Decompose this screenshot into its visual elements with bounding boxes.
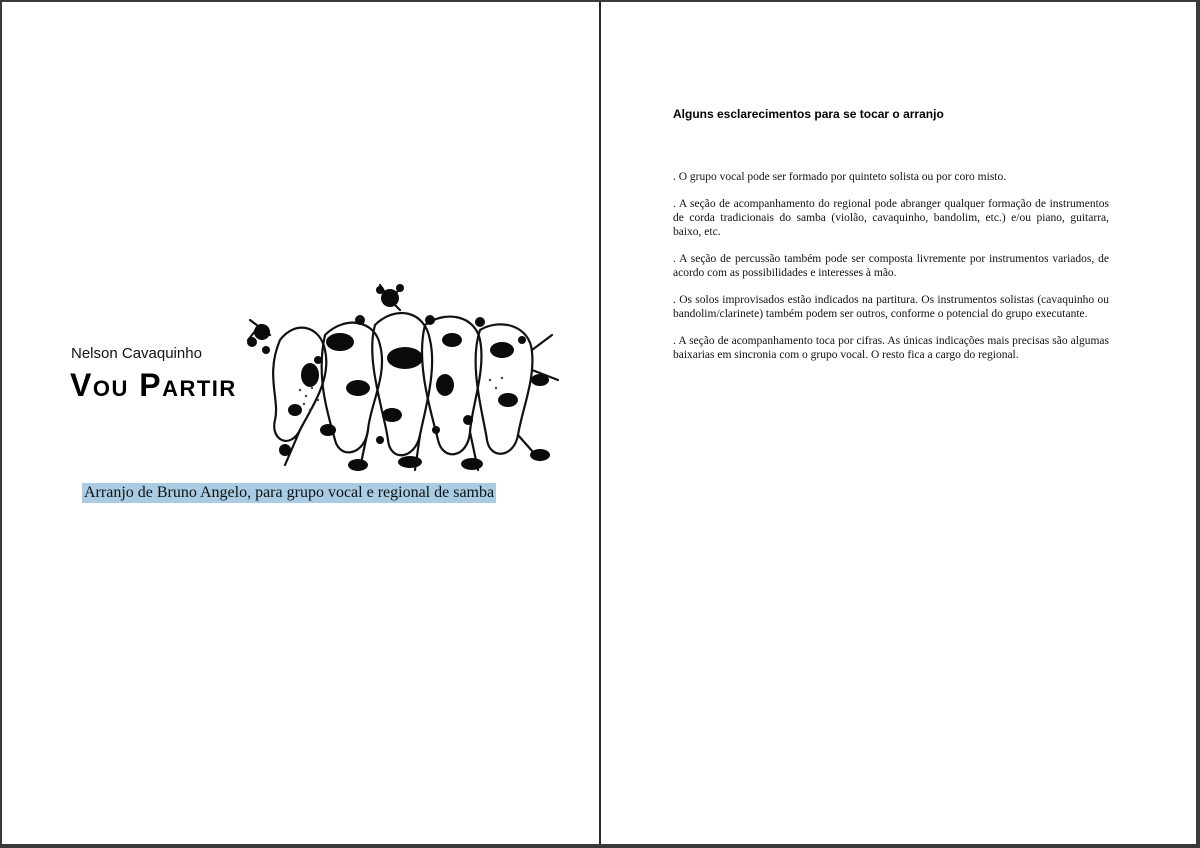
author-name: Nelson Cavaquinho <box>71 345 202 362</box>
notes-page <box>601 2 1196 844</box>
note-paragraph: . A seção de acompanhamento toca por cifras. As únicas indicações mais precisas são algumas baixarias em sincronia com o grupo vocal. O resto fica a cargo do regional. <box>673 335 1109 361</box>
note-paragraph: . A seção de percussão também pode ser composta livremente por instrumentos variados, de acordo com as possibilidades e interesses à mão. <box>673 253 1109 279</box>
cover-page <box>2 2 599 844</box>
notes-heading: Alguns esclarecimentos para se tocar o arranjo <box>673 107 944 121</box>
arrangement-credit: Arranjo de Bruno Angelo, para grupo vocal e regional de samba <box>84 484 495 501</box>
note-paragraph: . O grupo vocal pode ser formado por quinteto solista ou por coro misto. <box>673 171 1007 183</box>
note-paragraph: . Os solos improvisados estão indicados na partitura. Os instrumentos solistas (cavaquinho ou bandolim/clarinete) também podem ser outros, conforme o potencial do grupo executante. <box>673 294 1109 320</box>
note-paragraph: . A seção de acompanhamento do regional pode abranger qualquer formação de instrumentos de corda tradicionais do samba (violão, cavaquinho, bandolim, etc.) e/ou piano, guitarra, baixo, etc. <box>673 198 1109 238</box>
dancing-figures-illustration <box>240 280 565 480</box>
document-spread <box>2 2 1196 844</box>
notes-list <box>673 170 1109 375</box>
song-title: Vou Partir <box>70 367 237 403</box>
